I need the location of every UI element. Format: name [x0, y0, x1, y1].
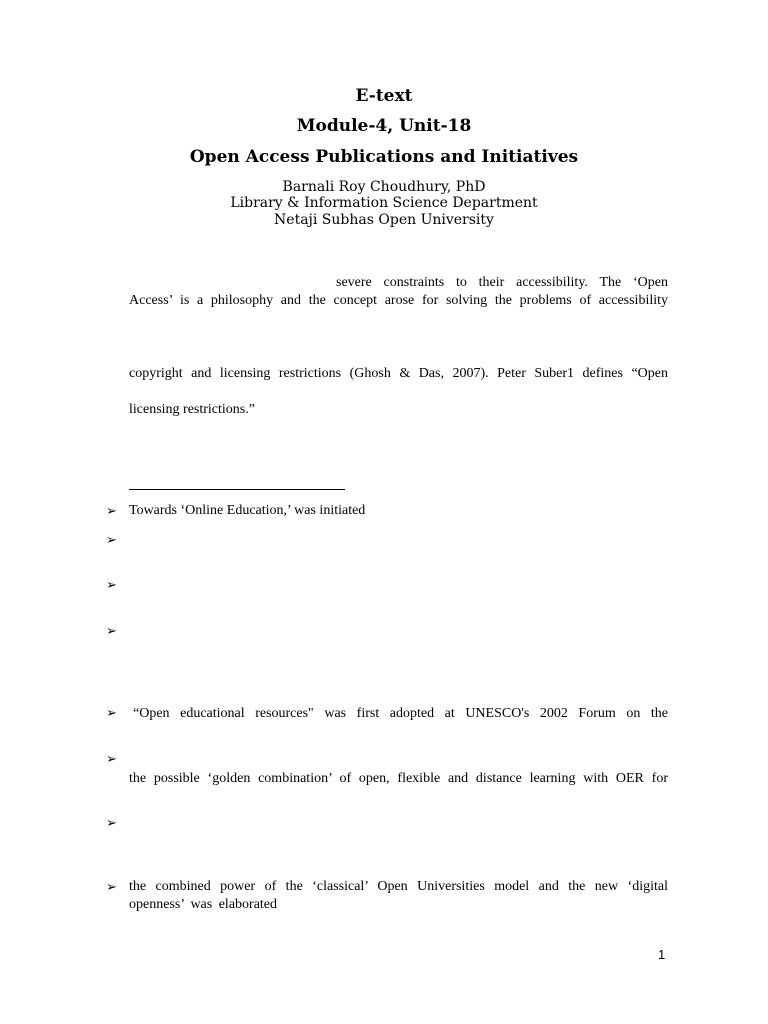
document-type-heading: E-text — [355, 86, 413, 106]
bullet-arrow-icon: ➢ — [106, 624, 117, 639]
bullet-arrow-icon: ➢ — [106, 880, 117, 895]
bullet-arrow-icon: ➢ — [106, 504, 117, 519]
bullet-item-6-continuation: the possible ‘golden combination’ of open, flexible and distance learning with OER for — [129, 771, 668, 786]
bullet-arrow-icon: ➢ — [106, 752, 117, 767]
bullet-arrow-icon: ➢ — [106, 816, 117, 831]
module-heading: Module-4, Unit-18 — [296, 116, 472, 136]
bullet-item-1: Towards ‘Online Education,’ was initiated — [129, 503, 366, 518]
paragraph-1-line-1: severe constraints to their accessibility. The ‘Open — [336, 275, 668, 290]
author-name: Barnali Roy Choudhury, PhD — [282, 179, 486, 195]
footnote-separator — [129, 489, 345, 490]
author-department: Library & Information Science Department — [230, 195, 538, 211]
bullet-arrow-icon: ➢ — [106, 533, 117, 548]
author-university: Netaji Subhas Open University — [274, 212, 494, 228]
paragraph-2-line-1: copyright and licensing restrictions (Ghosh & Das, 2007). Peter Suber1 defines “Open — [129, 366, 668, 381]
bullet-arrow-icon: ➢ — [106, 706, 117, 721]
bullet-item-8-line-2: openness’ was elaborated — [129, 897, 278, 912]
bullet-item-8-line-1: the combined power of the ‘classical’ Open Universities model and the new ‘digital — [129, 879, 668, 894]
bullet-item-5: “Open educational resources" was first adopted at UNESCO's 2002 Forum on the — [133, 706, 668, 721]
bullet-arrow-icon: ➢ — [106, 578, 117, 593]
unit-title: Open Access Publications and Initiatives — [189, 147, 579, 167]
paragraph-3-line-1: licensing restrictions.” — [129, 402, 255, 417]
paragraph-1-line-2: Access’ is a philosophy and the concept arose for solving the problems of accessibility — [129, 293, 668, 308]
page-number: 1 — [658, 947, 666, 962]
